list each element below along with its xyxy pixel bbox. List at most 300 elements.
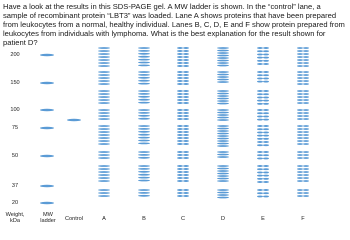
lane-e-band-29 xyxy=(263,103,269,105)
lane-c-band-18 xyxy=(177,77,183,79)
lane-b-band-10 xyxy=(138,80,150,82)
lane-e-band-57 xyxy=(263,157,269,159)
lane-e-band-11 xyxy=(263,63,269,65)
lane-a-band-37 xyxy=(98,189,110,191)
lane-e-band-27 xyxy=(263,100,269,102)
lane-d-band-24 xyxy=(217,125,229,127)
lane-e-band-2 xyxy=(257,50,263,52)
lane-c-band-52 xyxy=(177,140,183,142)
lane-f-band-55 xyxy=(303,143,309,145)
lane-c-band-59 xyxy=(183,154,189,156)
lane-a-band-28 xyxy=(98,151,110,153)
lane-c-band-75 xyxy=(183,189,189,191)
lane-f-band-63 xyxy=(303,165,309,167)
lane-e-band-52 xyxy=(257,151,263,153)
lane-d-band-20 xyxy=(217,112,229,114)
lane-f-band-79 xyxy=(303,195,309,197)
lane-c-band-79 xyxy=(183,195,189,197)
lane-c-band-24 xyxy=(177,90,183,92)
lane-c-band-48 xyxy=(177,134,183,136)
lane-d-band-2 xyxy=(217,52,229,54)
lane-b-band-36 xyxy=(138,180,150,182)
lane-a-band-18 xyxy=(98,112,110,114)
lane-c-band-54 xyxy=(177,143,183,145)
lane-d-band-12 xyxy=(217,81,229,83)
lane-d-band-19 xyxy=(217,109,229,111)
lane-f-band-29 xyxy=(303,96,309,98)
lane-b-band-12 xyxy=(138,90,150,92)
lane-e-band-17 xyxy=(263,77,269,79)
lane-c-band-15 xyxy=(183,71,189,73)
lane-b-band-6 xyxy=(138,65,150,67)
lane-f-band-16 xyxy=(297,74,303,76)
lane-e-band-35 xyxy=(263,115,269,117)
lane-f-band-72 xyxy=(297,180,303,182)
lane-b-band-11 xyxy=(138,83,150,85)
lane-c-band-28 xyxy=(177,96,183,98)
lane-e-band-56 xyxy=(257,157,263,159)
lane-f-band-4 xyxy=(297,53,303,55)
lane-c-band-2 xyxy=(177,50,183,52)
lane-e-band-31 xyxy=(263,109,269,111)
lane-b-band-30 xyxy=(138,157,150,159)
lane-d-band-23 xyxy=(217,119,229,121)
lane-d-band-40 xyxy=(217,175,229,177)
lane-f-band-51 xyxy=(303,137,309,139)
lane-d-band-7 xyxy=(217,65,229,67)
lane-c-band-42 xyxy=(177,125,183,127)
lane-c-band-41 xyxy=(183,118,189,120)
question-text: Have a look at the results in this SDS-PAGE gel. A MW ladder is shown. In the “control” lane, a sample of recombinant protein “LBT3” was loaded. Lane A shows proteins that have been prepared from leukocytes from a normal, healthy individual. Lanes B, C, D, E and F show protein prepared from leukocytes from individuals with lymphoma. What is the best explanation for the result shown for patient D? xyxy=(3,2,345,47)
y-tick-37: 37 xyxy=(11,183,19,189)
lane-c-band-27 xyxy=(183,93,189,95)
lane-e-band-53 xyxy=(263,151,269,153)
lane-f-band-42 xyxy=(297,125,303,127)
lane-label-mw-line2: ladder xyxy=(40,218,56,225)
lane-f-band-20 xyxy=(297,80,303,82)
lane-c-band-35 xyxy=(183,109,189,111)
lane-e-band-26 xyxy=(257,100,263,102)
lane-e-band-20 xyxy=(257,90,263,92)
lane-e-band-44 xyxy=(257,135,263,137)
lane-f-band-59 xyxy=(303,154,309,156)
lane-f-band-39 xyxy=(303,115,309,117)
lane-c-band-7 xyxy=(183,56,189,58)
lane-c-band-51 xyxy=(183,137,189,139)
lane-f-band-37 xyxy=(303,112,309,114)
lane-b-band-23 xyxy=(138,131,150,133)
lane-f-band-69 xyxy=(303,174,309,176)
lane-a-band-34 xyxy=(98,174,110,176)
lane-b-band-24 xyxy=(138,134,150,136)
lane-e-band-59 xyxy=(263,165,269,167)
y-tick-150: 150 xyxy=(10,80,20,86)
lane-d-band-28 xyxy=(217,135,229,137)
lane-f-band-66 xyxy=(297,171,303,173)
lane-a-band-36 xyxy=(98,180,110,182)
lane-d-band-43 xyxy=(217,189,229,191)
lane-f-band-30 xyxy=(297,99,303,101)
lane-b-band-1 xyxy=(138,50,150,52)
lane-e-band-49 xyxy=(263,141,269,143)
lane-a-band-21 xyxy=(98,125,110,127)
lane-c-band-38 xyxy=(177,115,183,117)
lane-c-band-36 xyxy=(177,112,183,114)
lane-c-band-37 xyxy=(183,112,189,114)
lane-d-band-35 xyxy=(217,156,229,158)
lane-e-band-7 xyxy=(263,57,269,59)
lane-a-band-23 xyxy=(98,131,110,133)
lane-label-e: E xyxy=(261,216,265,222)
lane-b-band-13 xyxy=(138,93,150,95)
lane-a-band-35 xyxy=(98,177,110,179)
lane-c-band-22 xyxy=(177,83,183,85)
lane-e-band-9 xyxy=(263,60,269,62)
lane-f-band-0 xyxy=(297,47,303,49)
lane-a-band-16 xyxy=(98,102,110,104)
lane-e-band-66 xyxy=(257,178,263,180)
lane-a-band-32 xyxy=(98,168,110,170)
lane-a-band-8 xyxy=(98,74,110,76)
lane-c-band-71 xyxy=(183,177,189,179)
mw-ladder-band-5 xyxy=(40,185,54,188)
lane-e-band-4 xyxy=(257,53,263,55)
lane-e-band-6 xyxy=(257,57,263,59)
lane-f-band-64 xyxy=(297,168,303,170)
lane-e-band-46 xyxy=(257,138,263,140)
y-tick-50: 50 xyxy=(11,153,19,159)
lane-c-band-20 xyxy=(177,80,183,82)
lane-c-band-40 xyxy=(177,118,183,120)
lane-f-band-40 xyxy=(297,118,303,120)
lane-b-band-33 xyxy=(138,171,150,173)
lane-f-band-52 xyxy=(297,140,303,142)
lane-e-band-61 xyxy=(263,168,269,170)
lane-c-band-60 xyxy=(177,157,183,159)
lane-d-band-25 xyxy=(217,128,229,130)
lane-d-band-8 xyxy=(217,71,229,73)
lane-f-band-27 xyxy=(303,93,309,95)
lane-d-band-4 xyxy=(217,57,229,59)
lane-d-band-17 xyxy=(217,100,229,102)
lane-c-band-26 xyxy=(177,93,183,95)
lane-d-band-10 xyxy=(217,76,229,78)
lane-a-band-14 xyxy=(98,96,110,98)
lane-a-band-6 xyxy=(98,65,110,67)
lane-f-band-15 xyxy=(303,71,309,73)
lane-c-band-45 xyxy=(183,128,189,130)
lane-b-band-14 xyxy=(138,96,150,98)
lane-f-band-3 xyxy=(303,50,309,52)
lane-a-band-11 xyxy=(98,83,110,85)
lane-c-band-67 xyxy=(183,171,189,173)
lane-f-band-26 xyxy=(297,93,303,95)
lane-c-band-9 xyxy=(183,59,189,61)
lane-c-band-32 xyxy=(177,102,183,104)
mw-ladder-band-1 xyxy=(40,82,54,85)
lane-d-band-14 xyxy=(217,93,229,95)
lane-c-band-43 xyxy=(183,125,189,127)
lane-c-band-76 xyxy=(177,192,183,194)
lane-e-band-60 xyxy=(257,168,263,170)
lane-c-band-77 xyxy=(183,192,189,194)
lane-b-band-21 xyxy=(138,125,150,127)
lane-c-band-16 xyxy=(177,74,183,76)
lane-a-band-12 xyxy=(98,90,110,92)
lane-b-band-7 xyxy=(138,71,150,73)
lane-b-band-34 xyxy=(138,174,150,176)
lane-e-band-42 xyxy=(257,131,263,133)
lane-f-band-62 xyxy=(297,165,303,167)
lane-f-band-36 xyxy=(297,112,303,114)
lane-f-band-12 xyxy=(297,65,303,67)
lane-e-band-48 xyxy=(257,141,263,143)
lane-c-band-73 xyxy=(183,180,189,182)
lane-d-band-26 xyxy=(217,130,229,132)
lane-f-band-75 xyxy=(303,189,309,191)
lane-a-band-15 xyxy=(98,99,110,101)
lane-c-band-53 xyxy=(183,140,189,142)
lane-e-band-28 xyxy=(257,103,263,105)
lane-c-band-74 xyxy=(177,189,183,191)
lane-c-band-50 xyxy=(177,137,183,139)
lane-e-band-37 xyxy=(263,119,269,121)
lane-b-band-3 xyxy=(138,56,150,58)
lane-a-band-3 xyxy=(98,56,110,58)
lane-f-band-70 xyxy=(297,177,303,179)
lane-f-band-68 xyxy=(297,174,303,176)
lane-c-band-64 xyxy=(177,168,183,170)
lane-label-mw-line1: MW xyxy=(43,212,53,218)
lane-d-band-21 xyxy=(217,114,229,116)
lane-c-band-78 xyxy=(177,195,183,197)
lane-label-a: A xyxy=(102,216,106,222)
lane-d-band-27 xyxy=(217,133,229,135)
lane-d-band-30 xyxy=(217,140,229,142)
y-tick-200: 200 xyxy=(10,52,20,58)
lane-f-band-61 xyxy=(303,157,309,159)
lane-b-band-32 xyxy=(138,168,150,170)
lane-b-band-22 xyxy=(138,128,150,130)
lane-d-band-34 xyxy=(217,154,229,156)
lane-e-band-15 xyxy=(263,74,269,76)
lane-e-band-71 xyxy=(263,189,269,191)
lane-f-band-21 xyxy=(303,80,309,82)
lane-e-band-68 xyxy=(257,181,263,183)
lane-a-band-1 xyxy=(98,50,110,52)
lane-c-band-47 xyxy=(183,131,189,133)
y-axis-label-line2: kDa xyxy=(10,218,20,225)
lane-c-band-29 xyxy=(183,96,189,98)
lane-c-band-0 xyxy=(177,47,183,49)
lane-e-band-22 xyxy=(257,93,263,95)
lane-e-band-69 xyxy=(263,181,269,183)
lane-c-band-21 xyxy=(183,80,189,82)
lane-f-band-54 xyxy=(297,143,303,145)
lane-c-band-72 xyxy=(177,180,183,182)
lane-f-band-34 xyxy=(297,109,303,111)
lane-f-band-73 xyxy=(303,180,309,182)
lane-c-band-58 xyxy=(177,154,183,156)
lane-label-c: C xyxy=(180,216,186,222)
lane-d-band-11 xyxy=(217,79,229,81)
lane-b-band-38 xyxy=(138,192,150,194)
lane-d-band-45 xyxy=(217,194,229,196)
lane-f-band-31 xyxy=(303,99,309,101)
lane-e-band-72 xyxy=(257,192,263,194)
lane-c-band-11 xyxy=(183,62,189,64)
lane-f-band-33 xyxy=(303,102,309,104)
lane-b-band-35 xyxy=(138,177,150,179)
lane-a-band-5 xyxy=(98,62,110,64)
lane-e-band-58 xyxy=(257,165,263,167)
lane-label-d: D xyxy=(220,216,226,222)
lane-d-band-42 xyxy=(217,180,229,182)
lane-e-band-24 xyxy=(257,96,263,98)
lane-e-band-10 xyxy=(257,63,263,65)
lane-f-band-22 xyxy=(297,83,303,85)
lane-d-band-6 xyxy=(217,62,229,64)
lane-f-band-17 xyxy=(303,74,309,76)
y-axis-label xyxy=(0,212,30,225)
lane-f-band-43 xyxy=(303,125,309,127)
lane-c-band-46 xyxy=(177,131,183,133)
lane-e-band-70 xyxy=(257,189,263,191)
lane-b-band-4 xyxy=(138,59,150,61)
lane-b-band-20 xyxy=(138,118,150,120)
lane-f-band-1 xyxy=(303,47,309,49)
lane-f-band-35 xyxy=(303,109,309,111)
lane-a-band-9 xyxy=(98,77,110,79)
lane-c-band-8 xyxy=(177,59,183,61)
lane-a-band-4 xyxy=(98,59,110,61)
mw-ladder-band-4 xyxy=(40,155,54,158)
lane-b-band-16 xyxy=(138,102,150,104)
lane-c-band-19 xyxy=(183,77,189,79)
lane-b-band-31 xyxy=(138,165,150,167)
lane-e-band-67 xyxy=(263,178,269,180)
lane-d-band-44 xyxy=(217,192,229,194)
lane-f-band-44 xyxy=(297,128,303,130)
lane-a-band-29 xyxy=(98,154,110,156)
lane-a-band-33 xyxy=(98,171,110,173)
lane-a-band-17 xyxy=(98,109,110,111)
lane-d-band-1 xyxy=(217,50,229,52)
lane-b-band-8 xyxy=(138,74,150,76)
lane-d-band-9 xyxy=(217,74,229,76)
lane-a-band-24 xyxy=(98,134,110,136)
lane-e-band-3 xyxy=(263,50,269,52)
lane-c-band-25 xyxy=(183,90,189,92)
lane-f-band-60 xyxy=(297,157,303,159)
lane-e-band-40 xyxy=(257,128,263,130)
lane-d-band-33 xyxy=(217,151,229,153)
lane-e-band-64 xyxy=(257,175,263,177)
lane-f-band-24 xyxy=(297,90,303,92)
lane-e-band-18 xyxy=(257,81,263,83)
lane-e-band-73 xyxy=(263,192,269,194)
lane-c-band-10 xyxy=(177,62,183,64)
lane-d-band-5 xyxy=(217,60,229,62)
lane-c-band-49 xyxy=(183,134,189,136)
lane-e-band-14 xyxy=(257,74,263,76)
lane-c-band-57 xyxy=(183,151,189,153)
lane-f-band-74 xyxy=(297,189,303,191)
lane-e-band-62 xyxy=(257,171,263,173)
mw-ladder-band-3 xyxy=(40,127,54,130)
lane-c-band-44 xyxy=(177,128,183,130)
lane-a-band-22 xyxy=(98,128,110,130)
lane-a-band-30 xyxy=(98,157,110,159)
lane-a-band-0 xyxy=(98,47,110,49)
lane-a-band-25 xyxy=(98,137,110,139)
lane-f-band-6 xyxy=(297,56,303,58)
lane-f-band-57 xyxy=(303,151,309,153)
lane-e-band-41 xyxy=(263,128,269,130)
lane-e-band-34 xyxy=(257,115,263,117)
lane-f-band-58 xyxy=(297,154,303,156)
lane-e-band-21 xyxy=(263,90,269,92)
lane-f-band-32 xyxy=(297,102,303,104)
lane-c-band-56 xyxy=(177,151,183,153)
lane-b-band-19 xyxy=(138,115,150,117)
lane-label-control: Control xyxy=(64,216,84,222)
lane-b-band-5 xyxy=(138,62,150,64)
lane-e-band-39 xyxy=(263,125,269,127)
lane-f-band-49 xyxy=(303,134,309,136)
lane-e-band-16 xyxy=(257,77,263,79)
lane-d-band-13 xyxy=(217,90,229,92)
lane-f-band-7 xyxy=(303,56,309,58)
lane-a-band-19 xyxy=(98,115,110,117)
lane-e-band-38 xyxy=(257,125,263,127)
lane-e-band-47 xyxy=(263,138,269,140)
lane-d-band-15 xyxy=(217,95,229,97)
lane-f-band-28 xyxy=(297,96,303,98)
lane-f-band-19 xyxy=(303,77,309,79)
lane-f-band-45 xyxy=(303,128,309,130)
y-tick-20: 20 xyxy=(11,200,19,206)
lane-c-band-69 xyxy=(183,174,189,176)
lane-f-band-11 xyxy=(303,62,309,64)
lane-c-band-1 xyxy=(183,47,189,49)
lane-b-band-9 xyxy=(138,77,150,79)
lane-e-band-74 xyxy=(257,195,263,197)
lane-e-band-50 xyxy=(257,144,263,146)
lane-b-band-37 xyxy=(138,189,150,191)
lane-b-band-0 xyxy=(138,47,150,49)
lane-f-band-23 xyxy=(303,83,309,85)
lane-f-band-8 xyxy=(297,59,303,61)
lane-c-band-3 xyxy=(183,50,189,52)
lane-e-band-25 xyxy=(263,96,269,98)
lane-b-band-26 xyxy=(138,140,150,142)
mw-ladder-band-2 xyxy=(40,109,54,112)
lane-e-band-23 xyxy=(263,93,269,95)
lane-a-band-10 xyxy=(98,80,110,82)
lane-c-band-62 xyxy=(177,165,183,167)
lane-b-band-28 xyxy=(138,151,150,153)
lane-a-band-27 xyxy=(98,143,110,145)
lane-c-band-5 xyxy=(183,53,189,55)
lane-f-band-10 xyxy=(297,62,303,64)
lane-a-band-2 xyxy=(98,53,110,55)
lane-f-band-25 xyxy=(303,90,309,92)
lane-b-band-39 xyxy=(138,195,150,197)
lane-e-band-63 xyxy=(263,171,269,173)
lane-d-band-0 xyxy=(217,47,229,49)
lane-a-band-31 xyxy=(98,165,110,167)
